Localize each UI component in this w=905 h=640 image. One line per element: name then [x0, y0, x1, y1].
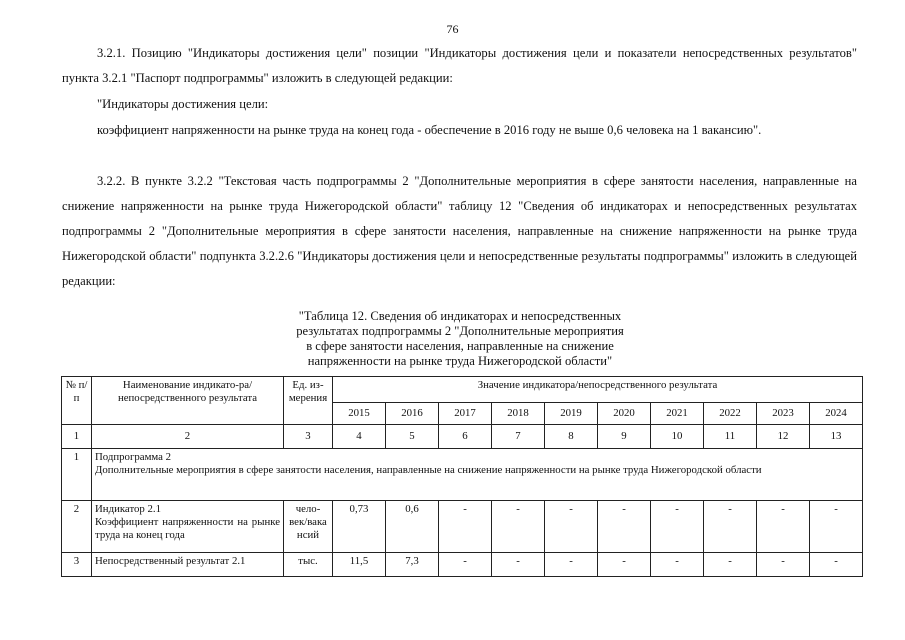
value-cell: - — [598, 501, 651, 553]
year-cell: 2015 — [333, 403, 386, 425]
value-cell: - — [439, 501, 492, 553]
indicators-table — [61, 376, 863, 577]
year-cell: 2017 — [439, 403, 492, 425]
col-number: 12 — [757, 425, 810, 449]
value-cell: - — [651, 553, 704, 577]
year-cell: 2016 — [386, 403, 439, 425]
value-cell: - — [492, 501, 545, 553]
year-cell: 2021 — [651, 403, 704, 425]
subprogram-title: Подпрограмма 2 — [95, 451, 172, 463]
year-cell: 2024 — [810, 403, 863, 425]
col-number: 1 — [62, 425, 92, 449]
col-number: 3 — [284, 425, 333, 449]
col-number: 13 — [810, 425, 863, 449]
subprogram-row — [62, 449, 863, 501]
caption-line: в сфере занятости населения, направленные на снижение — [306, 339, 614, 353]
subprogram-description: Дополнительные мероприятия в сфере занятости населения, направленные на снижение напряженности на рынке труда Нижегородской области — [95, 464, 762, 476]
table-row — [62, 553, 863, 577]
year-cell: 2019 — [545, 403, 598, 425]
value-cell: - — [757, 501, 810, 553]
row-name: Непосредственный результат 2.1 — [92, 553, 284, 577]
value-cell: - — [545, 553, 598, 577]
year-cell: 2022 — [704, 403, 757, 425]
value-cell: 7,3 — [386, 553, 439, 577]
value-cell: - — [810, 501, 863, 553]
row-name — [92, 501, 284, 553]
caption-line: "Таблица 12. Сведения об индикаторах и непосредственных — [298, 309, 622, 323]
col-number: 4 — [333, 425, 386, 449]
value-cell: 11,5 — [333, 553, 386, 577]
paragraph-indicators-heading: "Индикаторы достижения цели: — [97, 97, 269, 111]
header-name: Наименование индикато-ра/непосредственного результата — [92, 377, 284, 425]
col-number: 5 — [386, 425, 439, 449]
col-number: 6 — [439, 425, 492, 449]
header-values-group: Значение индикатора/непосредственного результата — [333, 377, 863, 403]
value-cell: - — [704, 501, 757, 553]
row-num: 3 — [62, 553, 92, 577]
row-name-line1: Индикатор 2.1 — [95, 503, 162, 515]
col-number: 11 — [704, 425, 757, 449]
value-cell: - — [651, 501, 704, 553]
col-number: 8 — [545, 425, 598, 449]
value-cell: - — [492, 553, 545, 577]
caption-line: результатах подпрограммы 2 "Дополнительные мероприятия — [296, 324, 624, 338]
value-cell: - — [439, 553, 492, 577]
subprogram-num: 1 — [62, 449, 92, 501]
col-number: 9 — [598, 425, 651, 449]
col-number: 7 — [492, 425, 545, 449]
header-row — [62, 377, 863, 403]
row-name-line2: Коэффициент напряженности на рынке труда на конец года — [95, 516, 280, 541]
value-cell: - — [757, 553, 810, 577]
subprogram-cell — [92, 449, 863, 501]
row-num: 2 — [62, 501, 92, 553]
value-cell: 0,73 — [333, 501, 386, 553]
paragraph-3-2-1: 3.2.1. Позицию "Индикаторы достижения цели" позиции "Индикаторы достижения цели и показатели непосредственных результатов" пункта 3.2.1 "Паспорт подпрограммы" изложить в следующей редакции: — [62, 46, 857, 85]
caption-line: напряженности на рынке труда Нижегородской области" — [307, 354, 613, 368]
col-number: 10 — [651, 425, 704, 449]
row-unit: чело-век/вака нсий — [284, 501, 333, 553]
header-unit: Ед. из-мерения — [284, 377, 333, 425]
paragraph-coefficient: коэффициент напряженности на рынке труда на конец года - обеспечение в 2016 году не выше 0,6 человека на 1 вакансию". — [97, 123, 762, 137]
header-num: № п/п — [62, 377, 92, 425]
value-cell: - — [704, 553, 757, 577]
value-cell: 0,6 — [386, 501, 439, 553]
page-number: 76 — [446, 22, 459, 36]
year-cell: 2020 — [598, 403, 651, 425]
table-row — [62, 501, 863, 553]
column-numbers-row — [62, 425, 863, 449]
value-cell: - — [810, 553, 863, 577]
value-cell: - — [598, 553, 651, 577]
paragraph-3-2-2: 3.2.2. В пункте 3.2.2 "Текстовая часть подпрограммы 2 "Дополнительные мероприятия в сфере занятости населения, направленные на снижение напряженности на рынке труда Нижегородской области" таблицу 12 "Сведения об индикаторах и непосредственных результатах подпрограммы 2 "Дополнительные мероприятия в сфере занятости населения, направленные на снижение напряженности на рынке труда Нижегородской области" подпункта 3.2.2.6 "Индикаторы достижения цели и непосредственные результаты подпрограммы" изложить в следующей редакции: — [62, 174, 857, 288]
col-number: 2 — [92, 425, 284, 449]
row-unit: тыс. — [284, 553, 333, 577]
table-caption — [200, 309, 720, 369]
value-cell: - — [545, 501, 598, 553]
year-cell: 2018 — [492, 403, 545, 425]
year-cell: 2023 — [757, 403, 810, 425]
